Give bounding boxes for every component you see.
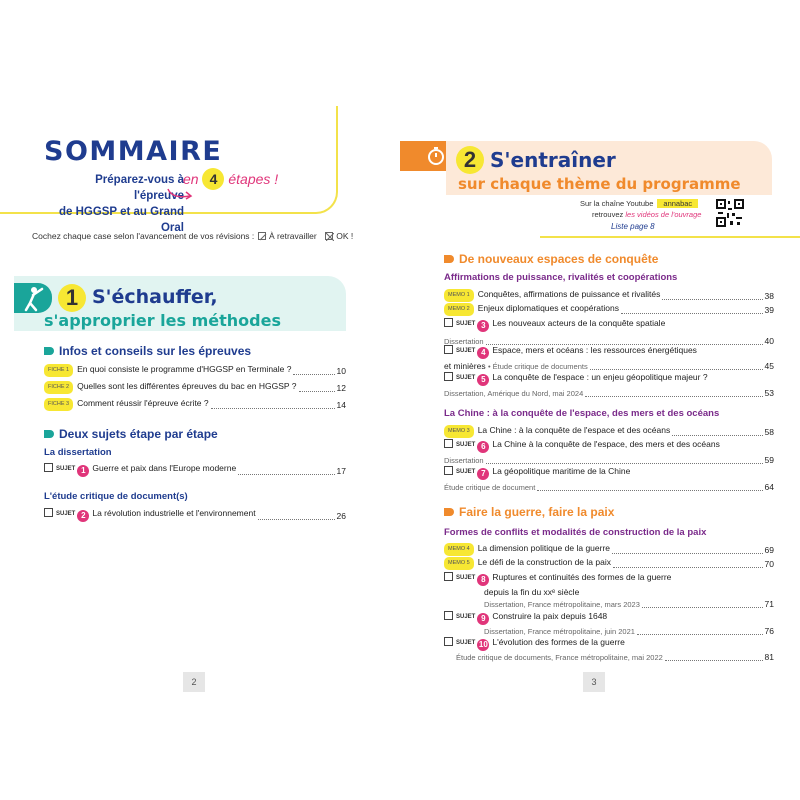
entry-page: 12 xyxy=(336,383,346,393)
progress-checkbox[interactable] xyxy=(444,637,453,646)
entry-text-line2: depuis la fin du xxᵉ siècle xyxy=(484,587,580,597)
entry-page: 40 xyxy=(764,336,774,346)
sub-heading-formes-conflits: Formes de conflits et modalités de construction de la paix xyxy=(444,527,707,538)
progress-checkbox[interactable] xyxy=(444,466,453,475)
sujet-label: SUJET xyxy=(56,511,76,517)
entry-page: 59 xyxy=(764,455,774,465)
toc-entry-sujet3[interactable] xyxy=(444,318,774,347)
toc-entry-fiche1[interactable] xyxy=(44,364,346,377)
youtube-channel[interactable]: annabac xyxy=(657,199,698,208)
entry-page: 39 xyxy=(764,305,774,315)
sub-heading-chine: La Chine : à la conquête de l'espace, des mers et des océans xyxy=(444,408,720,419)
entry-page: 70 xyxy=(764,559,774,569)
sujet-label: SUJET xyxy=(456,321,476,327)
steps-prefix: en xyxy=(183,171,199,187)
entry-text: Les nouveaux acteurs de la conquête spatiale xyxy=(492,318,666,328)
toc-entry-sujet1[interactable] xyxy=(44,463,346,477)
entry-text: Enjeux diplomatiques et coopérations xyxy=(477,303,619,313)
section-sujets-heading xyxy=(44,427,218,441)
steps-number: 4 xyxy=(202,168,224,190)
section-guerre-title: Faire la guerre, faire la paix xyxy=(459,505,615,519)
chapter1-title: S'échauffer, xyxy=(92,286,218,308)
chapter2-number: 2 xyxy=(456,146,484,174)
section-marker-icon xyxy=(444,255,454,263)
entry-text: La Chine à la conquête de l'espace, des mers et des océans xyxy=(492,439,720,449)
memo-chip: MEMO 1 xyxy=(444,289,474,302)
sujet-number: 7 xyxy=(477,468,489,480)
entry-text: Guerre et paix dans l'Europe moderne xyxy=(92,463,237,473)
steps-tag xyxy=(183,168,278,190)
toc-entry-memo3[interactable] xyxy=(444,425,774,438)
sujet-label: SUJET xyxy=(56,466,76,472)
sujet-number: 5 xyxy=(477,374,489,386)
youtube-line-3[interactable]: Liste page 8 xyxy=(611,222,655,231)
entry-text-line2: et minières xyxy=(444,361,486,371)
entry-detail: Dissertation xyxy=(444,456,484,465)
sujet-number: 10 xyxy=(478,640,488,649)
section-infos-heading xyxy=(44,344,251,358)
pencil-box-icon xyxy=(258,232,266,240)
fiche-chip: FICHE 2 xyxy=(44,381,73,394)
entry-text: Espace, mers et océans : les ressources énergétiques xyxy=(492,345,697,355)
toc-entry-memo2[interactable] xyxy=(444,303,774,316)
sommaire-title: SOMMAIRE xyxy=(44,136,223,167)
sub-heading-affirmations: Affirmations de puissance, rivalités et coopérations xyxy=(444,272,678,283)
entry-page: 10 xyxy=(336,366,346,376)
curved-arrow-icon xyxy=(166,186,196,202)
sub-heading-etude-critique: L'étude critique de document(s) xyxy=(44,491,188,502)
entry-page: 17 xyxy=(336,466,346,476)
subtitle-line-2: de HGGSP et au Grand Oral xyxy=(58,206,184,234)
instructions-text: Cochez chaque case selon l'avancement de vos révisions : xyxy=(32,231,255,241)
section-marker-icon xyxy=(44,430,54,438)
entry-page: 69 xyxy=(764,545,774,555)
progress-checkbox[interactable] xyxy=(44,508,53,517)
steps-suffix: étapes ! xyxy=(228,171,279,187)
section-espaces-heading xyxy=(444,252,658,266)
qr-code-icon[interactable] xyxy=(716,199,744,227)
entry-page: 71 xyxy=(764,599,774,609)
subtitle-line-1: Préparez-vous à l'épreuve xyxy=(95,174,184,202)
sujet-label: SUJET xyxy=(456,375,476,381)
entry-text: En quoi consiste le programme d'HGGSP en Terminale ? xyxy=(77,364,292,374)
memo-chip: MEMO 3 xyxy=(444,425,474,438)
toc-entry-sujet7[interactable] xyxy=(444,466,774,493)
toc-entry-sujet4[interactable] xyxy=(444,345,774,372)
entry-page: 81 xyxy=(764,652,774,662)
section-marker-icon xyxy=(444,508,454,516)
youtube-line-2 xyxy=(592,210,701,219)
entry-page: 58 xyxy=(764,427,774,437)
entry-detail: Étude critique de documents, France métropolitaine, mai 2022 xyxy=(456,653,663,662)
youtube-prefix: retrouvez xyxy=(592,210,624,219)
toc-entry-memo1[interactable] xyxy=(444,289,774,302)
toc-entry-sujet6[interactable] xyxy=(444,439,774,466)
section-espaces-title: De nouveaux espaces de conquête xyxy=(459,252,659,266)
entry-page: 45 xyxy=(764,361,774,371)
youtube-line-1 xyxy=(580,199,698,208)
entry-page: 76 xyxy=(764,626,774,636)
toc-entry-memo5[interactable] xyxy=(444,557,774,570)
legend-retravailler: À retravailler xyxy=(269,231,317,241)
progress-checkbox[interactable] xyxy=(444,318,453,327)
section-sujets-title: Deux sujets étape par étape xyxy=(59,427,218,441)
progress-checkbox[interactable] xyxy=(444,572,453,581)
entry-text: La géopolitique maritime de la Chine xyxy=(492,466,631,476)
entry-text: Le défi de la construction de la paix xyxy=(477,557,611,567)
progress-checkbox[interactable] xyxy=(444,345,453,354)
sub-heading-dissertation: La dissertation xyxy=(44,447,112,458)
sujet-number: 4 xyxy=(477,347,489,359)
memo-chip: MEMO 4 xyxy=(444,543,474,556)
entry-page: 53 xyxy=(764,388,774,398)
chapter2-title: S'entraîner xyxy=(490,148,616,172)
sujet-number: 9 xyxy=(477,613,489,625)
toc-entry-sujet5[interactable] xyxy=(444,372,774,399)
youtube-intro: Sur la chaîne Youtube xyxy=(580,199,654,208)
toc-entry-fiche2[interactable] xyxy=(44,381,346,394)
fiche-chip: FICHE 1 xyxy=(44,364,73,377)
sujet-label: SUJET xyxy=(456,575,476,581)
toc-entry-sujet10[interactable] xyxy=(444,637,774,663)
entry-detail: Dissertation, France métropolitaine, mars 2023 xyxy=(484,600,640,609)
toc-entry-sujet8[interactable] xyxy=(444,572,774,610)
instructions-line xyxy=(32,231,353,241)
sujet-number: 3 xyxy=(477,320,489,332)
entry-text: Construire la paix depuis 1648 xyxy=(492,611,608,621)
entry-page: 64 xyxy=(764,482,774,492)
section-marker-icon xyxy=(44,347,54,355)
progress-checkbox[interactable] xyxy=(444,611,453,620)
entry-page: 14 xyxy=(336,400,346,410)
fiche-chip: FICHE 3 xyxy=(44,398,73,411)
entry-text: Ruptures et continuités des formes de la guerre xyxy=(492,572,672,582)
entry-text: La conquête de l'espace : un enjeu géopolitique majeur ? xyxy=(492,372,708,382)
entry-text: L'évolution des formes de la guerre xyxy=(492,637,625,647)
entry-page: 26 xyxy=(336,511,346,521)
progress-checkbox[interactable] xyxy=(444,372,453,381)
entry-detail: Dissertation, France métropolitaine, juin 2021 xyxy=(484,627,635,636)
sujet-label: SUJET xyxy=(456,469,476,475)
page-number-right: 3 xyxy=(583,672,605,692)
toc-entry-sujet9[interactable] xyxy=(444,611,774,637)
toc-entry-memo4[interactable] xyxy=(444,543,774,556)
entry-text: Comment réussir l'épreuve écrite ? xyxy=(77,398,209,408)
cross-box-icon xyxy=(325,232,333,240)
entry-detail: Dissertation xyxy=(444,337,484,346)
sujet-label: SUJET xyxy=(456,348,476,354)
sujet-label: SUJET xyxy=(456,442,476,448)
entry-detail: Étude critique de document xyxy=(444,483,536,492)
legend-ok: OK ! xyxy=(336,231,354,241)
entry-text: Conquêtes, affirmations de puissance et rivalités xyxy=(477,289,661,299)
page-number-left: 2 xyxy=(183,672,205,692)
entry-text: La révolution industrielle et l'environnement xyxy=(92,508,256,518)
entry-text: La dimension politique de la guerre xyxy=(477,543,611,553)
sujet-number: 8 xyxy=(477,574,489,586)
sujet-number: 6 xyxy=(477,441,489,453)
sujet-label: SUJET xyxy=(456,640,476,646)
entry-text: La Chine : à la conquête de l'espace et des océans xyxy=(477,425,671,435)
entry-text: Quelles sont les différentes épreuves du bac en HGGSP ? xyxy=(77,381,297,391)
section-guerre-heading xyxy=(444,505,614,519)
toc-entry-fiche3[interactable] xyxy=(44,398,346,411)
chapter2-subtitle: sur chaque thème du programme xyxy=(458,175,741,193)
chapter1-subtitle: s'approprier les méthodes xyxy=(44,311,281,330)
sommaire-subtitle xyxy=(44,172,184,236)
toc-entry-sujet2[interactable] xyxy=(44,508,346,522)
progress-checkbox[interactable] xyxy=(444,439,453,448)
memo-chip: MEMO 2 xyxy=(444,303,474,316)
entry-detail: • Étude critique de documents xyxy=(487,362,588,371)
progress-checkbox[interactable] xyxy=(44,463,53,472)
sujet-label: SUJET xyxy=(456,614,476,620)
sujet-number: 2 xyxy=(77,510,89,522)
youtube-highlight: les vidéos de l'ouvrage xyxy=(625,210,702,219)
entry-detail: Dissertation, Amérique du Nord, mai 2024 xyxy=(444,389,584,398)
section-infos-title: Infos et conseils sur les épreuves xyxy=(59,344,252,358)
sujet-number: 1 xyxy=(77,465,89,477)
entry-page: 38 xyxy=(764,291,774,301)
chapter1-number: 1 xyxy=(58,284,86,312)
stopwatch-icon xyxy=(400,141,446,171)
memo-chip: MEMO 5 xyxy=(444,557,474,570)
